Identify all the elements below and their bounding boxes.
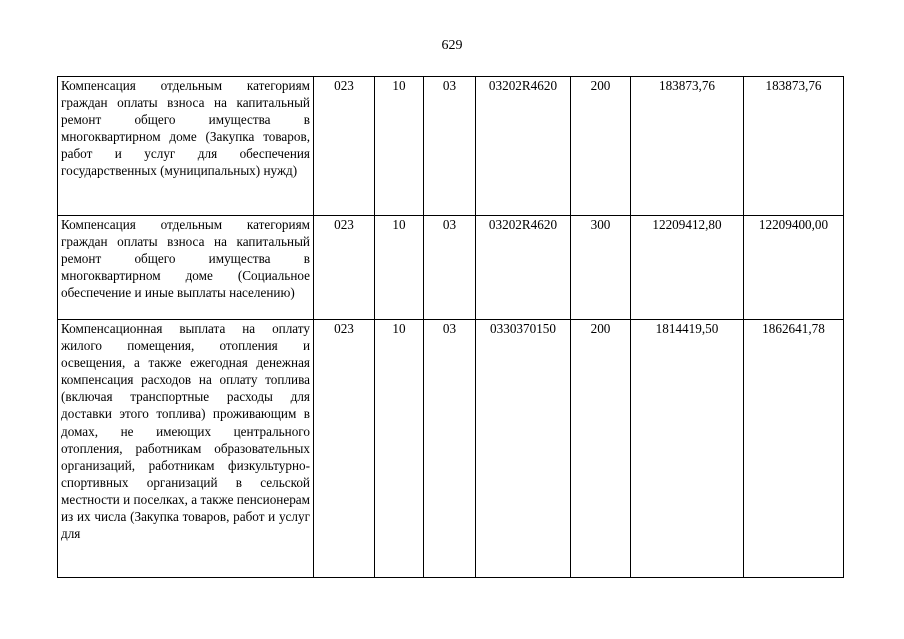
section-code: 10 <box>375 77 424 216</box>
subsection-code: 03 <box>424 320 476 578</box>
section-code: 10 <box>375 216 424 320</box>
amount-1: 12209412,80 <box>631 216 744 320</box>
section-code: 10 <box>375 320 424 578</box>
ministry-code: 023 <box>314 77 375 216</box>
table-row <box>58 320 844 578</box>
expense-type-code: 200 <box>571 77 631 216</box>
page-number: 629 <box>441 38 463 53</box>
amount-1: 1814419,50 <box>631 320 744 578</box>
expense-type-code: 300 <box>571 216 631 320</box>
target-article-code: 03202R4620 <box>476 216 571 320</box>
subsection-code: 03 <box>424 216 476 320</box>
row-description: Компенсация отдельным категориям граждан оплаты взноса на капитальный ремонт общего имущества в многоквартирном доме (Социальное обеспечение и иные выплаты населению) <box>58 216 314 320</box>
amount-2: 12209400,00 <box>744 216 844 320</box>
target-article-code: 0330370150 <box>476 320 571 578</box>
target-article-code: 03202R4620 <box>476 77 571 216</box>
ministry-code: 023 <box>314 320 375 578</box>
expense-type-code: 200 <box>571 320 631 578</box>
amount-2: 1862641,78 <box>744 320 844 578</box>
row-description-cell <box>58 320 314 578</box>
ministry-code: 023 <box>314 216 375 320</box>
row-description: Компенсация отдельным категориям граждан оплаты взноса на капитальный ремонт общего имущества в многоквартирном доме (Закупка товаров, работ и услуг для обеспечения государственных (муниципальных) нужд) <box>58 77 314 216</box>
table-row <box>58 216 844 320</box>
budget-table <box>57 76 844 578</box>
table-row <box>58 77 844 216</box>
row-description: Компенсационная выплата на оплату жилого помещения, отопления и освещения, а также ежегодная денежная компенсация расходов на оплату топлива (включая транспортные расходы для доставки этого топлива) проживающим в домах, не имеющих центрального отопления, работникам образовательных организаций, работникам физкультурно-спортивных организаций в сельской местности и поселках, а также пенсионерам из их числа (Закупка товаров, работ и услуг для <box>61 321 310 542</box>
subsection-code: 03 <box>424 77 476 216</box>
amount-2: 183873,76 <box>744 77 844 216</box>
amount-1: 183873,76 <box>631 77 744 216</box>
